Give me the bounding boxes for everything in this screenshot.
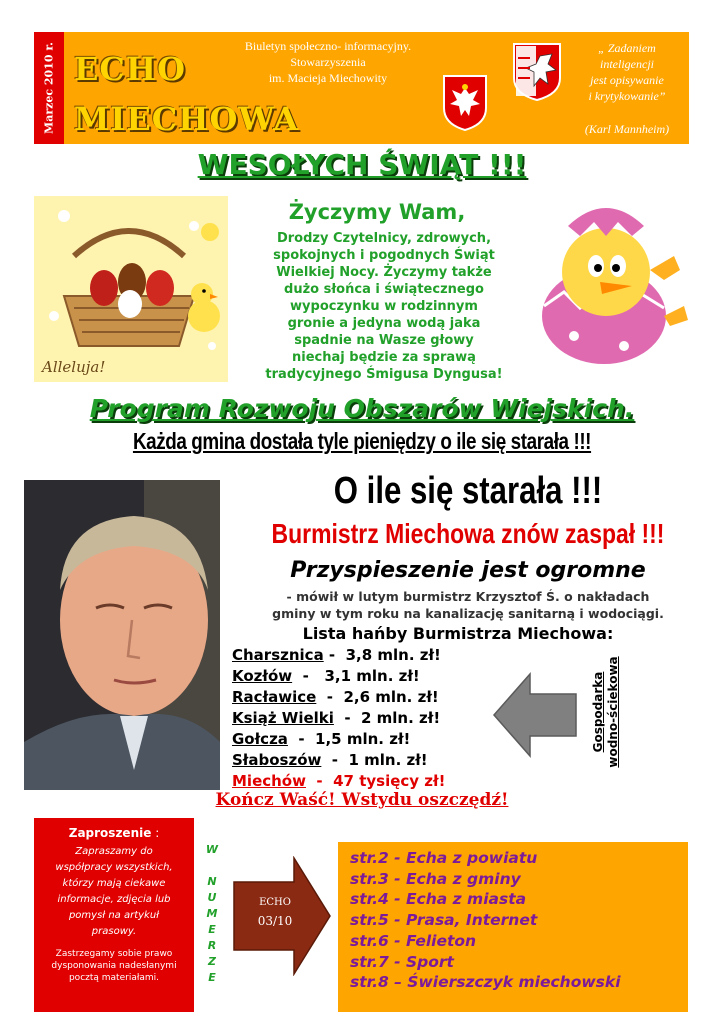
invitation-line: prasowy.	[91, 926, 137, 937]
coat-of-arms-eagle-icon	[442, 74, 488, 132]
issue-label-name: ECHO	[259, 897, 291, 908]
list-item	[232, 646, 512, 667]
easter-chick-image	[514, 196, 692, 372]
water-sewage-line: Gospodarka	[591, 671, 605, 753]
wish-line: dużo słońca i świątecznego	[284, 282, 484, 297]
easter-basket-image	[34, 196, 228, 382]
list-item	[232, 730, 512, 751]
issue-label-number: 03/10	[257, 914, 293, 928]
toc-item[interactable]: str.3 - Echa z gminy	[350, 869, 521, 888]
town-amount: - 2,6 mln. zł!	[316, 688, 439, 706]
town-name: Książ Wielki	[232, 709, 334, 727]
toc-item[interactable]: str.5 - Prasa, Internet	[350, 911, 538, 930]
town-amount: - 2 mln. zł!	[333, 709, 441, 727]
wish-line: Wielkiej Nocy. Życzymy także	[276, 265, 492, 280]
wish-line: Drodzy Czytelnicy, zdrowych,	[276, 231, 492, 246]
quote-line: jest opisywanie	[590, 73, 664, 87]
table-of-contents	[338, 842, 688, 1012]
shame-list-title: Lista hańby Burmistrza Miechowa:	[302, 624, 614, 643]
masthead-title-miechowa: MIECHOWA	[74, 100, 300, 138]
vertical-letter: N	[207, 875, 217, 888]
mayor-photo	[24, 480, 220, 790]
wish-line: tradycyjnego Śmigusa Dyngusa!	[265, 367, 503, 382]
coat-of-arms-griffin-icon	[512, 42, 562, 102]
invitation-line: Zapraszamy do	[75, 846, 153, 857]
invitation-title	[40, 826, 188, 840]
town-amount: - 1 mln. zł!	[321, 751, 428, 769]
quote-author: (Karl Mannheim)	[584, 122, 670, 136]
list-item	[232, 688, 512, 709]
invitation-line: współpracy wszystkich,	[55, 862, 173, 873]
wish-text	[236, 230, 532, 383]
toc-item[interactable]: str.8 – Świerszczyk miechowski	[350, 973, 621, 992]
bulletin-line: Stowarzyszenia	[290, 55, 366, 69]
town-name: Słaboszów	[232, 751, 322, 769]
quote-line: „ Zadaniem	[598, 41, 656, 55]
toc-item[interactable]: str.7 - Sport	[350, 952, 454, 971]
wish-line: gronie a jedyna wodą jaka	[287, 316, 481, 331]
vertical-letter: Z	[208, 955, 216, 968]
vertical-word-w-numerze	[205, 842, 219, 986]
town-name: Charsznica	[232, 646, 324, 664]
acceleration-title: Przyspieszenie jest ogromne	[290, 558, 646, 583]
water-sewage-line: wodno-ściekowa	[606, 656, 620, 768]
quote-line: i krytykowanie”	[588, 89, 666, 103]
invitation-line: którzy mają ciekawe	[62, 878, 166, 889]
invitation-text	[40, 844, 188, 940]
invitation-title-colon: :	[151, 826, 160, 840]
list-item	[232, 667, 512, 688]
invitation-note-line: Zastrzegamy sobie prawo	[55, 949, 173, 959]
easter-greeting-heading: WESOŁYCH ŚWIĄT !!!	[197, 148, 527, 181]
vertical-letter: E	[208, 923, 216, 936]
invitation-line: informacje, zdjęcia lub	[57, 894, 171, 905]
vertical-letter: R	[207, 939, 217, 952]
bulletin-line: Biuletyn społeczno- informacyjny.	[244, 39, 412, 53]
program-title: Program Rozwoju Obszarów Wiejskich.	[89, 394, 635, 423]
wish-line: wypoczynku w rodzinnym	[290, 299, 478, 314]
list-item	[232, 709, 512, 730]
bulletin-description	[222, 38, 434, 86]
masthead-title-echo: ECHO	[74, 50, 186, 88]
town-name: Racławice	[232, 688, 317, 706]
toc-item[interactable]: str.2 - Echa z powiatu	[350, 849, 538, 867]
masthead-quote	[568, 40, 686, 104]
town-amount: - 3,8 mln. zł!	[323, 646, 441, 664]
invitation-note-line: pocztą materiałami.	[68, 973, 160, 983]
vertical-letter: U	[207, 891, 217, 904]
vertical-letter: W	[205, 843, 219, 856]
acceleration-line: gminy w tym roku na kanalizację sanitarną i wodociągi.	[272, 606, 664, 621]
closing-line: Kończ Waść! Wstydu oszczędź!	[215, 790, 509, 810]
town-amount: - 3,1 mln. zł!	[292, 667, 420, 685]
water-sewage-label	[591, 656, 621, 767]
toc-item[interactable]: str.4 - Echa z miasta	[350, 890, 527, 909]
list-item	[232, 751, 512, 772]
wish-line: niechaj będzie za sprawą	[292, 350, 476, 365]
wish-line: spokojnych i pogodnych Świąt	[273, 248, 495, 263]
image-caption: Alleluja!	[42, 358, 106, 376]
acceleration-line: - mówił w lutym burmistrz Krzysztof Ś. o nakładach	[286, 589, 650, 604]
town-name: Kozłów	[232, 667, 293, 685]
quote-line: inteligencji	[600, 57, 654, 71]
town-amount: - 1,5 mln. zł!	[287, 730, 411, 748]
issue-label	[244, 894, 306, 930]
program-subtitle: Każda gmina dostała tyle pieniędzy o ile się starała !!!	[132, 428, 592, 454]
invitation-note-line: dysponowania nadesłanymi	[51, 961, 177, 971]
invitation-box	[34, 818, 194, 1012]
acceleration-quote	[228, 588, 708, 622]
headline-red: Burmistrz Miechowa znów zaspał !!!	[271, 518, 665, 549]
town-amount: - 47 tysięcy zł!	[305, 772, 446, 790]
date-strip	[34, 32, 64, 144]
vertical-letter	[205, 858, 219, 874]
arrow-left-icon	[492, 670, 578, 760]
bulletin-line: im. Macieja Miechowity	[268, 71, 388, 85]
invitation-note	[40, 948, 188, 984]
vertical-letter: M	[206, 907, 218, 920]
invitation-title-text: Zaproszenie	[68, 826, 152, 840]
toc-item[interactable]: str.6 - Felieton	[350, 931, 477, 950]
headline-big: O ile się starała !!!	[333, 470, 603, 512]
shame-list	[232, 646, 512, 793]
wish-line: spadnie na Wasze głowy	[294, 333, 474, 348]
invitation-line: pomysł na artykuł	[68, 910, 160, 921]
issue-date: Marzec 2010 r.	[42, 42, 56, 134]
town-name: Miechów	[232, 772, 306, 790]
vertical-letter: E	[208, 971, 216, 984]
town-name: Gołcza	[232, 730, 288, 748]
wish-title: Życzymy Wam,	[288, 200, 466, 224]
